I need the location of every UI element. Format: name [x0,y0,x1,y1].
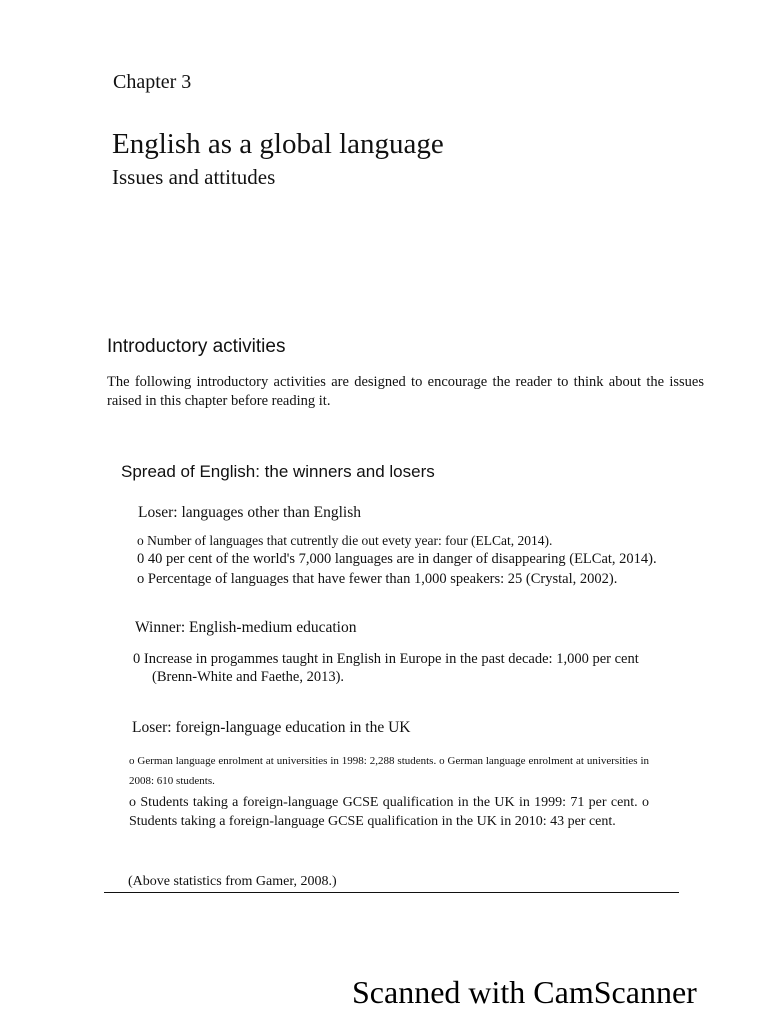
subheading-loser-uk-education: Loser: foreign-language education in the UK [132,719,411,736]
section-heading-introductory-activities: Introductory activities [107,336,286,357]
subheading-loser-languages: Loser: languages other than English [138,504,361,521]
chapter-title: English as a global language [112,128,444,160]
list-item-continuation: (Brenn-White and Faethe, 2013). [152,669,345,685]
gcse-statistics: o Students taking a foreign-language GCSE qualification in the UK in 1999: 71 per cent. o Students taking a foreign-language GCSE qualification in the UK in 2010: 43 per cent. [129,795,649,829]
intro-paragraph: The following introductory activities are designed to encourage the reader to think about the issues raised in this chapter before reading it. [107,374,704,409]
list-item: 0 40 per cent of the world's 7,000 languages are in danger of disappearing (ELCat, 2014). [137,551,657,567]
section-heading-spread-of-english: Spread of English: the winners and losers [121,462,435,481]
list-item: 0 Increase in progammes taught in English in Europe in the past decade: 1,000 per cent [133,651,639,667]
chapter-label: Chapter 3 [113,71,192,93]
german-enrolment-statistics: o German language enrolment at universities in 1998: 2,288 students. o German language enrolment at universities in 2008: 610 students. [129,755,649,787]
list-item: o Percentage of languages that have fewer than 1,000 speakers: 25 (Crystal, 2002). [137,571,618,587]
camscanner-watermark: Scanned with CamScanner [352,974,697,1010]
chapter-subtitle: Issues and attitudes [112,165,276,189]
list-item: o Number of languages that cutrently die out evety year: four (ELCat, 2014). [137,533,553,548]
source-note: (Above statistics from Gamer, 2008.) [128,874,337,889]
horizontal-divider [104,892,679,893]
subheading-winner-education: Winner: English-medium education [135,619,357,636]
